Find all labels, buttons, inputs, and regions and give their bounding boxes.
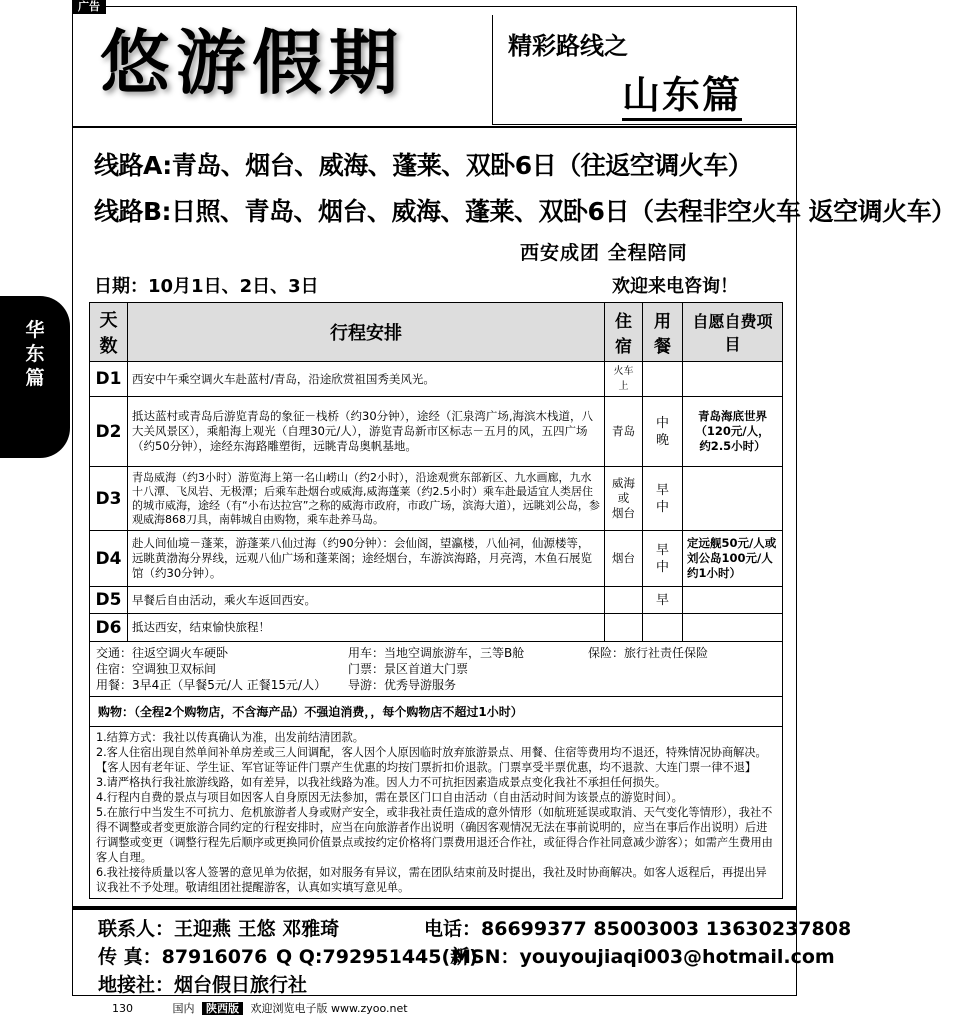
lodging-cell: 火车上	[605, 362, 643, 397]
lodging-cell	[605, 614, 643, 642]
brand-title: 悠游假期	[100, 21, 404, 104]
page-number: 130	[112, 1002, 133, 1015]
table-row	[90, 467, 783, 531]
lodging-cell	[605, 587, 643, 614]
day-cell: D2	[90, 397, 128, 467]
col-header-meals: 用餐	[643, 303, 683, 362]
term-item: 4.行程内自费的景点与项目如因客人自身原因无法参加，需在景区门口自由活动（自由活动时间为该景点的游览时间）。	[96, 791, 683, 804]
service-notes-row	[90, 642, 783, 697]
region-title: 山东篇	[622, 72, 742, 121]
table-row	[90, 614, 783, 642]
note-guide: 导游：优秀导游服务	[348, 678, 457, 692]
ad-tag: 广告	[72, 0, 106, 14]
table-row	[90, 531, 783, 587]
note-insurance: 保险：旅行社责任保险	[588, 646, 709, 660]
side-tab	[0, 296, 70, 458]
term-item: 1.结算方式：我社以传真确认为准，出发前结清团款。	[96, 731, 364, 744]
day-cell: D1	[90, 362, 128, 397]
term-item: 5.在旅行中当发生不可抗力、危机旅游者人身或财产安全，或非我社责任造成的意外情形（如航班延误或取消、天气变化等情形），我社不得不调整或者变更旅游合同约定的行程安排时，应当在向旅游者作出说明（确因客观情况无法在事前说明的，应当在事后作出说明）后进行调整或变更（调整行程先后顺序或更换同价值景点或按约定价格将门票费用退还合作社，或征得合作社同意减少游客）；如需产生费用由客人自理。	[96, 806, 773, 864]
day-cell: D5	[90, 587, 128, 614]
optional-cell: 青岛海底世界 （120元/人， 约2.5小时）	[683, 397, 783, 467]
table-row	[90, 362, 783, 397]
welcome-text: 欢迎来电咨询！	[612, 276, 738, 297]
day-cell: D4	[90, 531, 128, 587]
col-header-day: 天数	[90, 303, 128, 362]
note-lodging: 住宿：空调独卫双标间	[96, 662, 217, 676]
note-meals: 用餐：3早4正（早餐5元/人 正餐15元/人）	[96, 678, 327, 692]
table-row	[90, 587, 783, 614]
contact-people: 联系人：王迎燕 王悠 邓雅琦	[98, 918, 340, 940]
table-header-row	[90, 303, 783, 362]
note-transport: 交通：往返空调火车硬卧	[96, 646, 229, 660]
note-tickets: 门票：景区首道大门票	[348, 662, 469, 676]
day-cell: D6	[90, 614, 128, 642]
meals-cell	[643, 614, 683, 642]
departure-dates: 日期：10月1日、2日、3日	[94, 276, 319, 297]
term-item: 2.客人住宿出现自然单间补单房差或三人间调配，客人因个人原因临时放弃旅游景点、用餐、住宿等费用均不退还，特殊情况协商解决。【客人因有老年证、学生证、军官证等证件门票产生优惠的均按门票折扣价退款。门票享受半票优惠，均不退款、大连门票一律不退】	[96, 746, 767, 774]
optional-cell: 定远舰50元/人或刘公岛100元/人约1小时）	[683, 531, 783, 587]
meals-cell: 中 晚	[643, 397, 683, 467]
schedule-cell: 青岛威海（约3小时）游览海上第一名山崂山（约2小时），沿途观赏东部新区、九水画廊，九水十八潭、飞凤岩、无极潭；后乘车赴烟台或威海,威海蓬莱（约2.5小时）乘车赴最适宜人类居住的城市威海，途经（有“小布达拉宫”之称的威海市政府，市政广场，滨海大道），远眺刘公岛，参观威海868刀具，南韩城自由购物，乘车赴养马岛。	[128, 467, 605, 531]
header-divider	[72, 126, 797, 128]
footer-section: 国内	[172, 1002, 195, 1015]
service-notes	[90, 642, 783, 697]
schedule-cell: 西安中午乘空调火车赴蓝村/青岛，沿途欣赏祖国秀美风光。	[128, 362, 605, 397]
lodging-cell: 烟台	[605, 531, 643, 587]
contact-qq: Q Q:792951445(新)	[276, 946, 478, 968]
route-a: 线路A:青岛、烟台、威海、蓬莱、双卧6日（往返空调火车）	[94, 151, 753, 180]
itinerary-table	[89, 302, 783, 899]
optional-cell	[683, 614, 783, 642]
optional-cell	[683, 362, 783, 397]
contact-msn: MSN：youyoujiaqi003@hotmail.com	[452, 946, 835, 968]
day-cell: D3	[90, 467, 128, 531]
note-vehicle: 用车：当地空调旅游车，三等B舱	[348, 646, 525, 660]
meals-cell	[643, 362, 683, 397]
subtitle: 精彩路线之	[508, 32, 628, 60]
contact-fax: 传 真：87916076	[98, 946, 268, 968]
table-row	[90, 397, 783, 467]
page-footer	[112, 1000, 408, 1016]
terms-block	[90, 727, 783, 899]
optional-cell	[683, 587, 783, 614]
schedule-cell: 赴人间仙境－蓬莱，游蓬莱八仙过海（约90分钟）：会仙阁，望瀛楼，八仙祠，仙源楼等，远眺黄渤海分界线，远观八仙广场和蓬莱阁；途经烟台，车游滨海路，月亮湾，木鱼石展览馆（约30分钟）。	[128, 531, 605, 587]
group-info: 西安成团 全程陪同	[520, 242, 688, 264]
footer-text: 欢迎浏览电子版 www.zyoo.net	[250, 1002, 408, 1015]
lodging-cell: 青岛	[605, 397, 643, 467]
optional-cell	[683, 467, 783, 531]
shopping-row	[90, 697, 783, 727]
route-b: 线路B:日照、青岛、烟台、威海、蓬莱、双卧6日（去程非空火车 返空调火车）	[94, 197, 956, 226]
schedule-cell: 早餐后自由活动，乘火车返回西安。	[128, 587, 605, 614]
lodging-cell: 威海 或 烟台	[605, 467, 643, 531]
col-header-optional: 自愿自费项目	[683, 303, 783, 362]
terms-row	[90, 727, 783, 899]
col-header-lodging: 住宿	[605, 303, 643, 362]
contact-phone: 电话：86699377 85003003 13630237808	[424, 918, 852, 940]
edition-badge: 陕西版	[202, 1002, 243, 1015]
meals-cell: 早 中	[643, 531, 683, 587]
meals-cell: 早 中	[643, 467, 683, 531]
term-item: 6.我社接待质量以客人签署的意见单为依据，如对服务有异议，需在团队结束前及时提出，我社及时协商解决。如客人返程后，再提出异议我社不予处理。敬请组团社提醒游客，认真如实填写意见单。	[96, 866, 767, 894]
local-agency: 地接社：烟台假日旅行社	[98, 974, 308, 996]
schedule-cell: 抵达蓝村或青岛后游览青岛的象征－栈桥（约30分钟），途经（汇泉湾广场,海滨木栈道，八大关风景区），乘船海上观光（自理30元/人），游览青岛新市区标志－五月的风，五四广场（约50分钟），途经东海路雕塑街，远眺青岛奥帆基地。	[128, 397, 605, 467]
col-header-schedule: 行程安排	[128, 303, 605, 362]
meals-cell: 早	[643, 587, 683, 614]
term-item: 3.请严格执行我社旅游线路，如有差异，以我社线路为准。因人力不可抗拒因素造成景点变化我社不承担任何损失。	[96, 776, 667, 789]
schedule-cell: 抵达西安，结束愉快旅程！	[128, 614, 605, 642]
shopping-note: 购物：（全程2个购物店，不含海产品）不强迫消费，，每个购物店不超过1小时）	[90, 697, 783, 727]
side-tab-label: 华东篇	[25, 319, 45, 389]
